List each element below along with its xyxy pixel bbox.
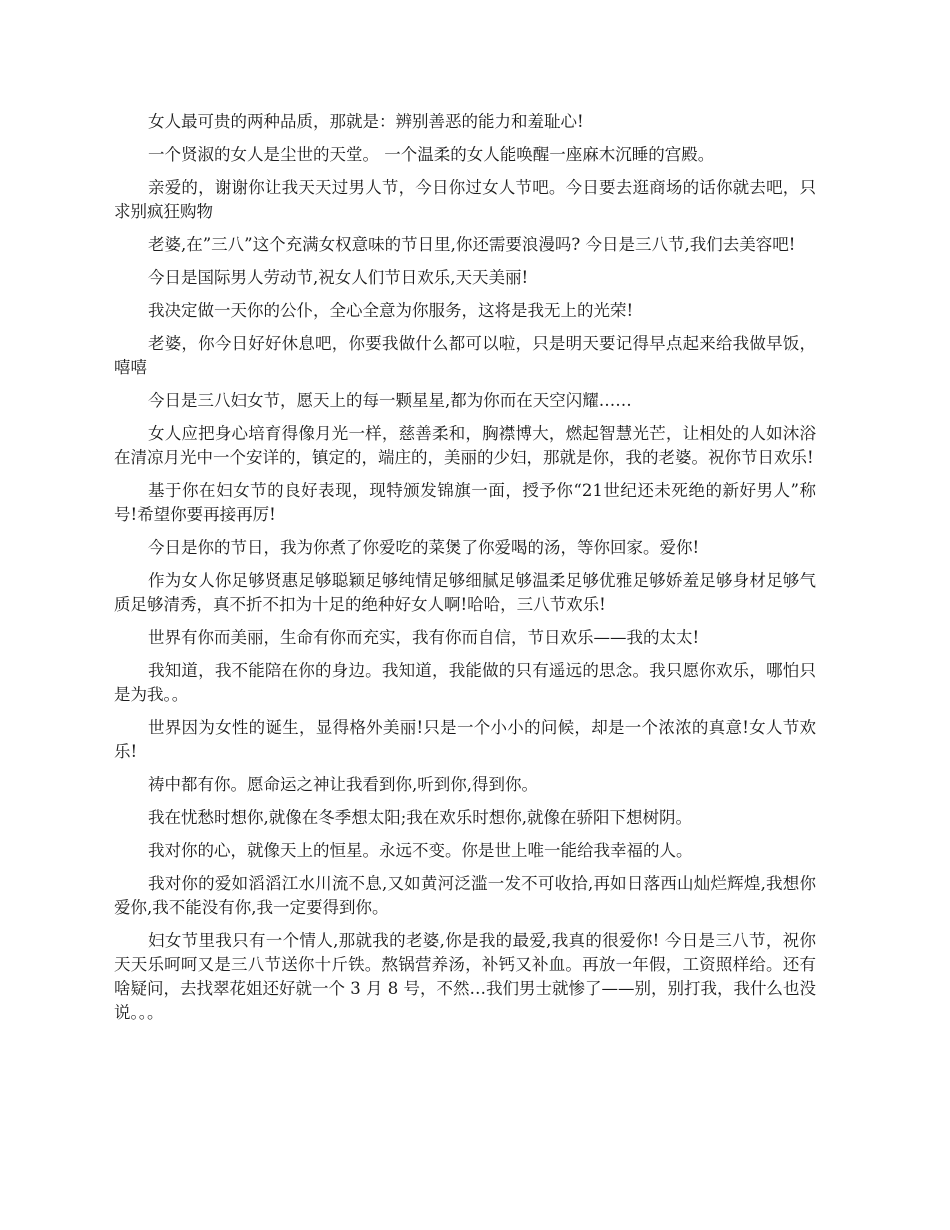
paragraph: 妇女节里我只有一个情人,那就我的老婆,你是我的最爱,我真的很爱你! 今日是三八节，祝你天天乐呵呵又是三八节送你十斤铁。熬锅营养汤，补钙又补血。再放一年假，工资照样给。还有啥疑问，去找翠花姐还好就一个 3 月 8 号，不然…我们男士就惨了——别，别打我，我什么也没说。。。 bbox=[114, 931, 816, 1022]
paragraph: 今日是国际男人劳动节,祝女人们节日欢乐,天天美丽! bbox=[148, 268, 529, 287]
paragraph: 世界有你而美丽，生命有你而充实，我有你而自信，节日欢乐——我的太太! bbox=[148, 628, 700, 647]
paragraph: 我在忧愁时想你,就像在冬季想太阳;我在欢乐时想你,就像在骄阳下想树阴。 bbox=[148, 808, 693, 827]
paragraph: 祷中都有你。愿命运之神让我看到你,听到你,得到你。 bbox=[148, 775, 538, 794]
paragraph: 老婆,在”三八”这个充满女权意味的节日里,你还需要浪漫吗? 今日是三八节,我们去美容吧! bbox=[148, 235, 796, 254]
paragraph: 亲爱的，谢谢你让我天天过男人节，今日你过女人节吧。今日要去逛商场的话你就去吧，只求别疯狂购物 bbox=[114, 178, 816, 221]
paragraph: 我对你的爱如滔滔江水川流不息,又如黄河泛滥一发不可收拾,再如日落西山灿烂辉煌,我想你爱你,我不能没有你,我一定要得到你。 bbox=[114, 874, 816, 917]
paragraph: 我决定做一天你的公仆，全心全意为你服务，这将是我无上的光荣! bbox=[148, 301, 634, 320]
paragraph: 今日是三八妇女节，愿天上的每一颗星星,都为你而在天空闪耀…… bbox=[148, 391, 632, 410]
paragraph: 作为女人你足够贤惠足够聪颖足够纯情足够细腻足够温柔足够优雅足够娇羞足够身材足够气质足够清秀，真不折不扣为十足的绝种好女人啊!哈哈，三八节欢乐! bbox=[114, 571, 816, 614]
paragraph: 女人应把身心培育得像月光一样，慈善柔和，胸襟博大，燃起智慧光芒，让相处的人如沐浴在清凉月光中一个安详的，镇定的，端庄的，美丽的少妇，那就是你，我的老婆。祝你节日欢乐! bbox=[114, 424, 816, 467]
paragraph: 我对你的心，就像天上的恒星。永远不变。你是世上唯一能给我幸福的人。 bbox=[148, 841, 693, 860]
paragraph: 今日是你的节日，我为你煮了你爱吃的菜煲了你爱喝的汤，等你回家。爱你! bbox=[148, 538, 700, 557]
paragraph: 基于你在妇女节的良好表现，现特颁发锦旗一面，授予你“21世纪还未死绝的新好男人”称号!希望你要再接再厉! bbox=[114, 481, 816, 524]
paragraph: 老婆，你今日好好休息吧，你要我做什么都可以啦，只是明天要记得早点起来给我做早饭，嘻嘻 bbox=[114, 334, 816, 377]
paragraph: 一个贤淑的女人是尘世的天堂。 一个温柔的女人能唤醒一座麻木沉睡的宫殿。 bbox=[148, 145, 715, 164]
paragraph: 世界因为女性的诞生，显得格外美丽!只是一个小小的问候，却是一个浓浓的真意!女人节欢乐! bbox=[114, 718, 816, 761]
paragraph: 女人最可贵的两种品质，那就是：辨别善恶的能力和羞耻心! bbox=[148, 112, 584, 131]
paragraph: 我知道，我不能陪在你的身边。我知道，我能做的只有遥远的思念。我只愿你欢乐，哪怕只是为我。。 bbox=[114, 661, 816, 704]
